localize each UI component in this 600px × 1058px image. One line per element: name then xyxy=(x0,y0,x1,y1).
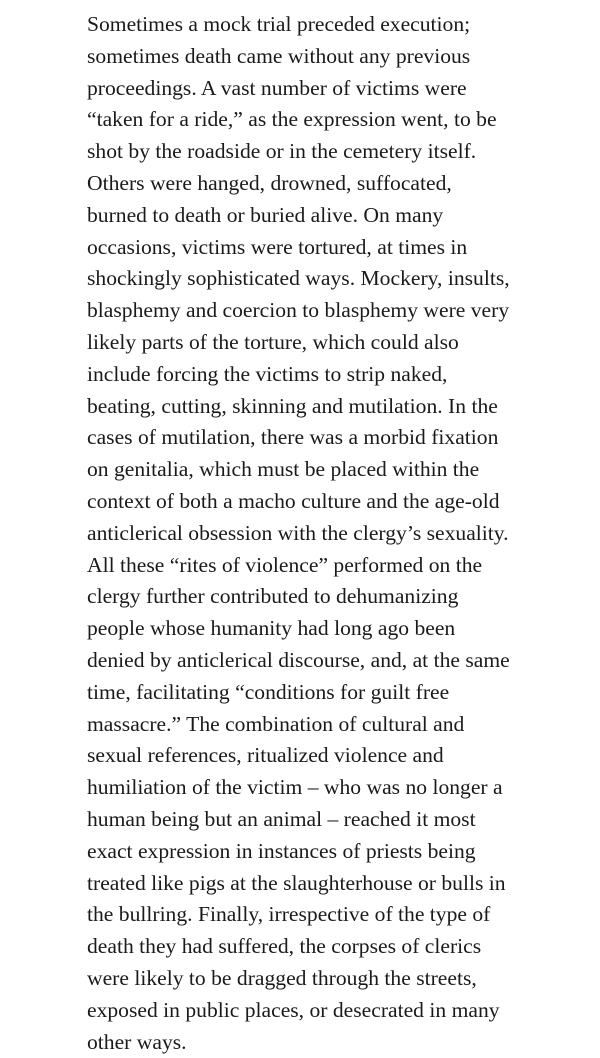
text-line: on genitalia, which must be placed within the xyxy=(87,454,597,486)
text-line: clergy further contributed to dehumanizing xyxy=(87,581,597,613)
text-line: were likely to be dragged through the streets, xyxy=(87,963,597,995)
text-line: include forcing the victims to strip naked, xyxy=(87,359,597,391)
text-line: other ways. xyxy=(87,1027,597,1058)
text-line: exact expression in instances of priests being xyxy=(87,836,597,868)
text-line: death they had suffered, the corpses of clerics xyxy=(87,931,597,963)
text-line: anticlerical obsession with the clergy’s sexuality. xyxy=(87,518,597,550)
text-line: cases of mutilation, there was a morbid fixation xyxy=(87,422,597,454)
text-line: exposed in public places, or desecrated in many xyxy=(87,995,597,1027)
text-line: shot by the roadside or in the cemetery itself. xyxy=(87,136,597,168)
text-line: human being but an animal – reached it most xyxy=(87,804,597,836)
text-line: proceedings. A vast number of victims were xyxy=(87,73,597,105)
text-line: denied by anticlerical discourse, and, at the same xyxy=(87,645,597,677)
text-line: Others were hanged, drowned, suffocated, xyxy=(87,168,597,200)
text-line: humiliation of the victim – who was no longer a xyxy=(87,772,597,804)
text-line: context of both a macho culture and the age-old xyxy=(87,486,597,518)
text-line: beating, cutting, skinning and mutilation. In the xyxy=(87,391,597,423)
text-line: time, facilitating “conditions for guilt free xyxy=(87,677,597,709)
text-line: occasions, victims were tortured, at times in xyxy=(87,232,597,264)
text-line: people whose humanity had long ago been xyxy=(87,613,597,645)
text-line: sometimes death came without any previous xyxy=(87,41,597,73)
text-line: “taken for a ride,” as the expression went, to be xyxy=(87,104,597,136)
text-line: massacre.” The combination of cultural and xyxy=(87,709,597,741)
text-line: sexual references, ritualized violence and xyxy=(87,740,597,772)
text-line: the bullring. Finally, irrespective of the type of xyxy=(87,899,597,931)
text-line: shockingly sophisticated ways. Mockery, insults, xyxy=(87,263,597,295)
text-line: burned to death or buried alive. On many xyxy=(87,200,597,232)
text-line: blasphemy and coercion to blasphemy were very xyxy=(87,295,597,327)
text-line: Sometimes a mock trial preceded execution; xyxy=(87,9,597,41)
text-line: treated like pigs at the slaughterhouse or bulls in xyxy=(87,868,597,900)
text-line: All these “rites of violence” performed on the xyxy=(87,550,597,582)
text-line: likely parts of the torture, which could also xyxy=(87,327,597,359)
body-paragraph xyxy=(87,9,597,1058)
